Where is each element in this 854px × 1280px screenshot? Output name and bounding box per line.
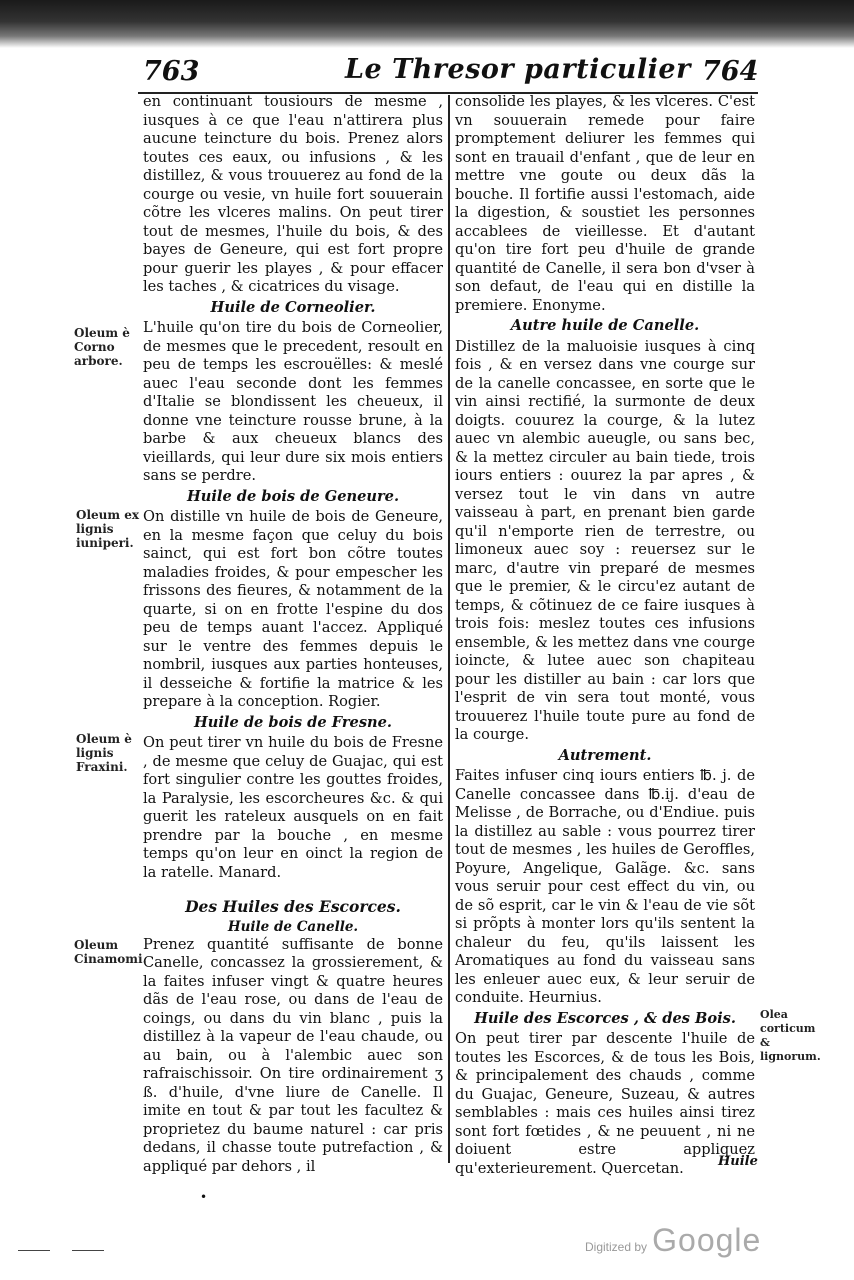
page-number-right: 764 <box>702 56 759 87</box>
running-head: Le Thresor particulier <box>345 54 691 85</box>
section-heading: Huile de bois de Fresne. <box>193 713 393 731</box>
digitized-watermark <box>585 1222 761 1259</box>
margin-note: Oleum ex lignis iuniperi. <box>76 508 140 550</box>
footer-line <box>18 1250 50 1251</box>
section-heading: Autrement. <box>558 746 652 764</box>
margin-note: Oleum è Corno arbore. <box>74 326 130 368</box>
chapter-heading: Des Huiles des Escorces. <box>185 897 401 916</box>
paragraph: consolide les playes, & les vlceres. C'est vn souuerain remede pour faire promptement deliurer les femmes qui sont en trauail d'enfant , que de leur en mettre vne goute ou deux dãs la bouche. Il fortifie aussi l'estomach, aide la digestion, & soustiet les personnes accablees de vieillesse. Et d'autant qu'on tire fort peu d'huile de grande quantité de Canelle, il sera bon d'vser à son defaut, de l'eau qui en distille la premiere. Enonyme. <box>455 93 755 314</box>
google-logo: Google <box>652 1222 762 1258</box>
print-mark: • <box>200 1190 208 1204</box>
margin-note: Oleum è lignis Fraxini. <box>76 732 132 774</box>
margin-note: Olea corticum & lignorum. <box>760 1008 821 1063</box>
paragraph: en continuant tousiours de mesme , iusques à ce que l'eau n'attirera plus aucune teincture du bois. Prenez alors toutes ces eaux, ou infusions , & les distillez, & vous trouuerez au fond de la courge ou vesie, vn huile fort souuerain cõtre les vlceres malins. On peut tirer tout de mesmes, l'huile du bois, & des bayes de Geneure, qui est fort propre pour guerir les playes , & pour effacer les taches , & cicatrices du visage. <box>143 93 443 295</box>
page-number-left: 763 <box>143 56 200 87</box>
footer-line <box>72 1250 104 1251</box>
watermark-caption: Digitized by <box>585 1240 648 1254</box>
section-heading: Huile des Escorces , & des Bois. <box>474 1009 736 1027</box>
page-header <box>0 56 854 90</box>
catchword: Huile <box>718 1154 758 1169</box>
right-column <box>455 93 755 1178</box>
section-heading: Huile de bois de Geneure. <box>186 487 400 505</box>
section-heading: Huile de Corneolier. <box>210 298 376 316</box>
section-heading: Huile de Canelle. <box>227 918 359 935</box>
paragraph: Prenez quantité suffisante de bonne Canelle, concassez la grossierement, & la faites infuser vingt & quatre heures dãs de l'eau rose, ou dans de l'eau de coings, ou dans du vin blanc , puis la distillez à la vapeur de l'eau chaude, ou au bain, ou à l'alembic auec son rafraischissoir. On tire ordinairement ʒ ß. d'huile, d'vne liure de Canelle. Il imite en tout & par tout les facultez & proprietez du baume naturel : car pris dedans, il chasse toute putrefaction , & appliqué par dehors , il <box>143 935 443 1175</box>
scan-top-edge <box>0 0 854 48</box>
margin-note: Oleum Cinamomi. <box>74 938 147 966</box>
paragraph: On peut tirer vn huile du bois de Fresne , de mesme que celuy de Guajac, qui est fort singulier contre les gouttes froides, la Paralysie, les escorcheures &c. & qui guerit les rateleux ausquels on en fait prendre par la bouche , en mesme temps qu'on leur en oinct la region de la ratelle. Manard. <box>143 734 443 881</box>
paragraph: L'huile qu'on tire du bois de Corneolier, de mesmes que le precedent, resoult en peu de temps les escrouëlles: & meslé auec l'eau seconde dont les femmes d'Italie se blondissent les cheueux, il donne vne teincture rousse brune, à la barbe & aux cheueux blancs des vieillards, qui leur dure six mois entiers sans se perdre. <box>143 319 443 484</box>
column-divider <box>448 95 450 1163</box>
paragraph: On peut tirer par descente l'huile de toutes les Escorces, & de tous les Bois, & principalement des chauds , comme du Guajac, Geneure, Suzeau, & autres semblables : mais ces huiles ainsi tirez sont fort fœtides , & ne peuuent , ni ne doiuent estre appliquez qu'exterieurement. Quercetan. <box>455 1030 755 1177</box>
paragraph: Distillez de la maluoisie iusques à cinq fois , & en versez dans vne courge sur de la canelle concassee, en sorte que le vin ainsi rectifié, la surmonte de deux doigts. couurez la courge, & la lutez auec vn alembic aueugle, ou sans bec, & la mettez circuler au bain tiede, trois iours entiers : ouurez la par apres , & versez tout le vin dans vn autre vaisseau à part, en prenant bien garde qu'il n'emporte rien de terrestre, ou limoneux auec soy : reuersez sur le marc, d'autre vin preparé de mesmes que le premier, & le circu'ez autant de temps, & cõtinuez de ce faire iusques à trois fois: meslez toutes ces infusions ensemble, & les mettez dans vne courge ioincte, & lutee auec son chapiteau pour les distiller au bain : car lors que l'esprit de vin sera tout monté, vous trouuerez l'huile toute pure au fond de la courge. <box>455 337 755 743</box>
section-heading: Autre huile de Canelle. <box>510 317 700 334</box>
paragraph: Faites infuser cinq iours entiers ℔. j. de Canelle concassee dans ℔.ij. d'eau de Melisse , de Borrache, ou d'Endiue. puis la distillez au sable : vous pourrez tirer tout de mesmes , les huiles de Geroffles, Poyure, Angelique, Galãge. &c. sans vous seruir pour cest effect du vin, ou de sõ esprit, car le vin & l'eau de vie sõt si prõpts à monter lors qu'ils sentent la chaleur du feu, qu'ils laissent les Aromatiques au fond du vaisseau sans les enleuer auec eux, & leur seruir de conduite. Heurnius. <box>455 767 755 1006</box>
paragraph: On distille vn huile de bois de Geneure, en la mesme façon que celuy du bois sainct, qui est fort bon cõtre toutes maladies froides, & pour empescher les frissons des fieures, & notamment de la quarte, si on en frotte l'espine du dos peu de temps auant l'accez. Appliqué sur le ventre des femmes depuis le nombril, iusques aux parties honteuses, il desseiche & fortifie la matrice & les prepare à la conception. Rogier. <box>143 508 443 710</box>
left-column <box>143 93 443 1176</box>
